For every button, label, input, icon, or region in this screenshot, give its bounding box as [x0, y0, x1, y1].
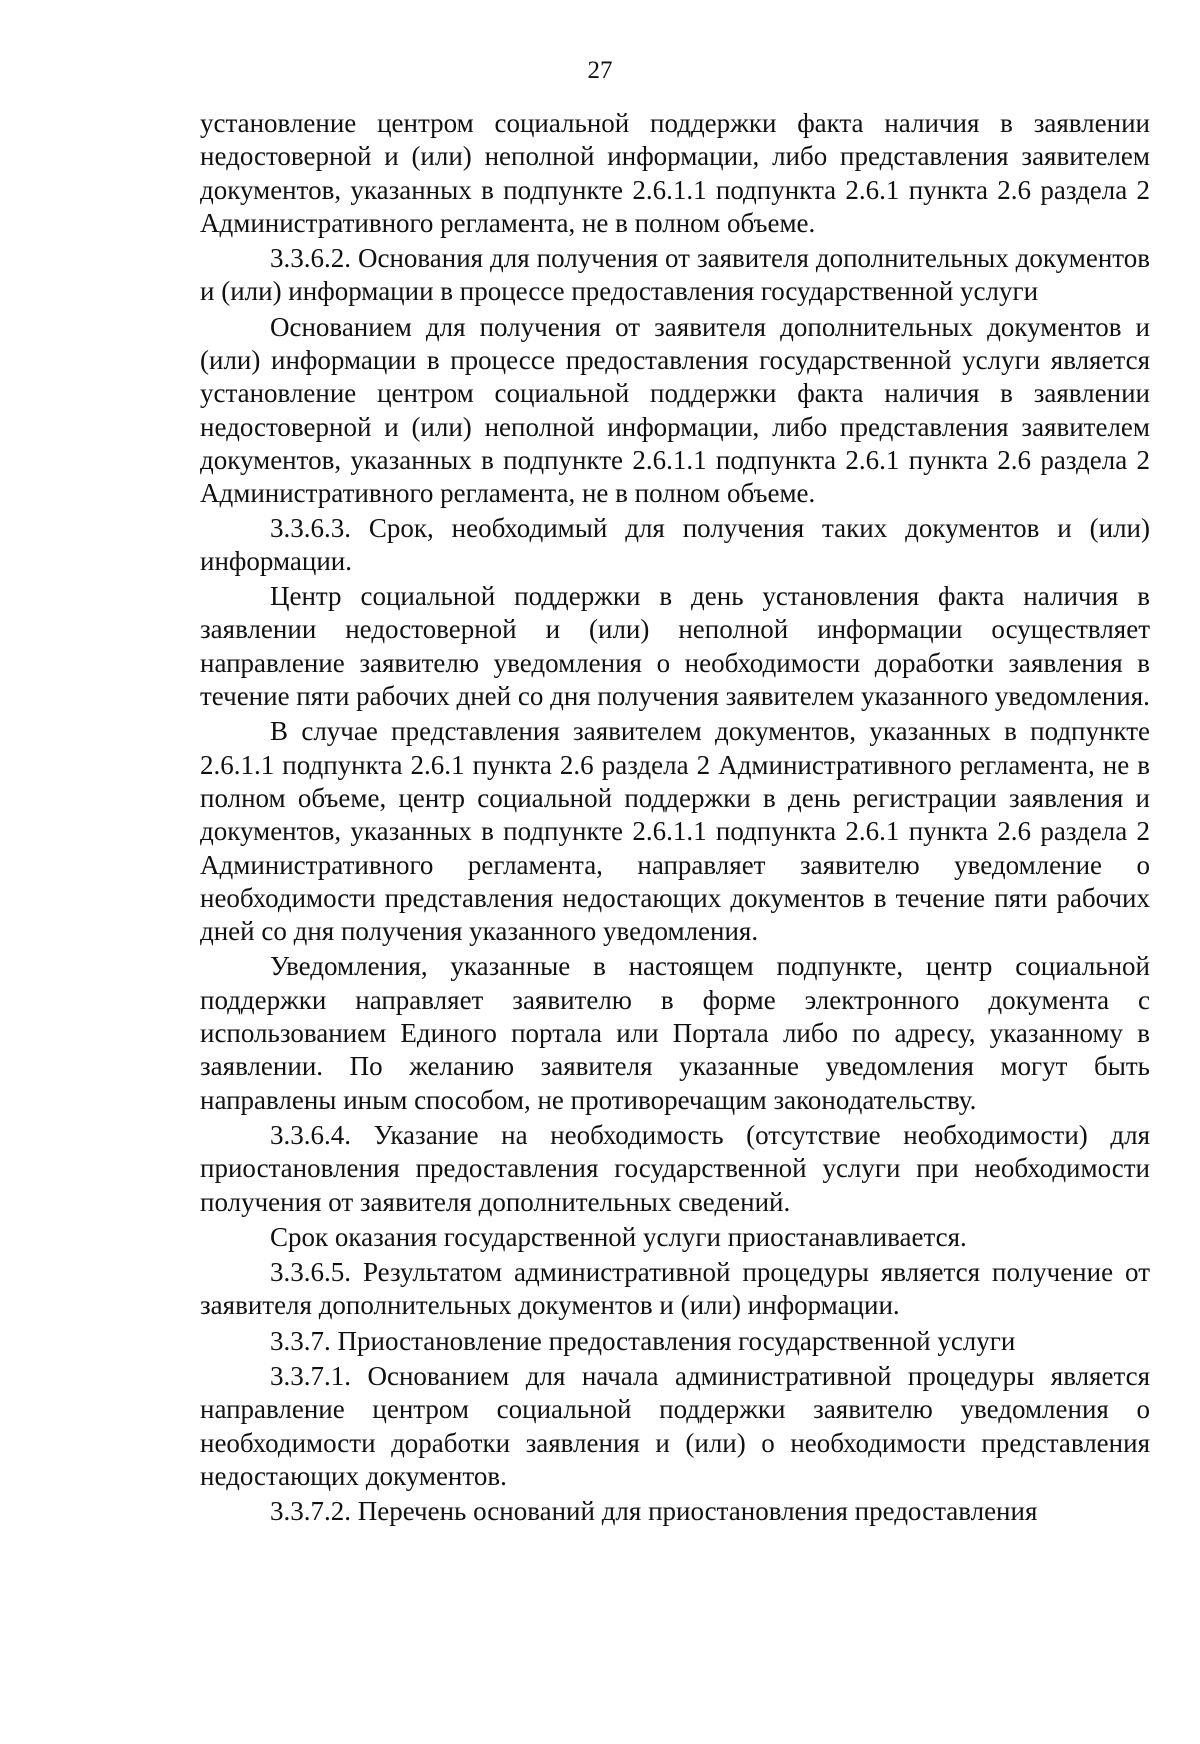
- paragraph-3-3-7-1-grounds: 3.3.7.1. Основанием для начала административной процедуры является направление центром социальной поддержки заявителю уведомления о необходимости доработки заявления и (или) о необходимости представления недостающих документов.: [200, 1360, 1150, 1491]
- paragraph-3-3-6-2-heading: 3.3.6.2. Основания для получения от заявителя дополнительных документов и (или) информации в процессе предоставления государственной услуги: [200, 243, 1150, 307]
- paragraph-grounds-description: Основанием для получения от заявителя дополнительных документов и (или) информации в процессе предоставления государственной услуги является установление центром социальной поддержки факта наличия в заявлении недостоверной и (или) неполной информации, либо представления заявителем документов, указанных в подпункте 2.6.1.1 подпункта 2.6.1 пункта 2.6 раздела 2 Административного регламента, не в полном объеме.: [200, 311, 1150, 509]
- paragraph-3-3-6-4-heading: 3.3.6.4. Указание на необходимость (отсутствие необходимости) для приостановления предоставления государственной услуги при необходимости получения от заявителя дополнительных сведений.: [200, 1119, 1150, 1217]
- paragraph-continuation: установление центром социальной поддержки факта наличия в заявлении недостоверной и (или) неполной информации, либо представления заявителем документов, указанных в подпункте 2.6.1.1 подпункта 2.6.1 пункта 2.6 раздела 2 Административного регламента, не в полном объеме.: [200, 108, 1150, 238]
- paragraph-3-3-7-2-list: 3.3.7.2. Перечень оснований для приостановления предоставления: [270, 1496, 1038, 1527]
- paragraph-notification-delivery: Уведомления, указанные в настоящем подпункте, центр социальной поддержки направляет заявителю в форме электронного документа с использованием Единого портала или Портала либо по адресу, указанному в заявлении. По желанию заявителя указанные уведомления могут быть направлены иным способом, не противоречащим законодательству.: [200, 951, 1150, 1115]
- paragraph-incomplete-documents: В случае представления заявителем документов, указанных в подпункте 2.6.1.1 подпункта 2.6.1 пункта 2.6 раздела 2 Административного регламента, не в полном объеме, центр социальной поддержки в день регистрации заявления и документов, указанных в подпункте 2.6.1.1 подпункта 2.6.1 пункта 2.6 раздела 2 Административного регламента, направляет заявителю уведомление о необходимости представления недостающих документов в течение пяти рабочих дней со дня получения указанного уведомления.: [200, 716, 1150, 947]
- paragraph-3-3-6-5-result: 3.3.6.5. Результатом административной процедуры является получение от заявителя дополнительных документов и (или) информации.: [200, 1257, 1150, 1321]
- page-number: 27: [587, 57, 613, 84]
- paragraph-3-3-7-heading: 3.3.7. Приостановление предоставления государственной услуги: [270, 1325, 1016, 1356]
- paragraph-3-3-6-3-heading: 3.3.6.3. Срок, необходимый для получения таких документов и (или) информации.: [200, 512, 1150, 576]
- paragraph-suspension-term: Срок оказания государственной услуги приостанавливается.: [270, 1221, 967, 1252]
- document-body: [200, 107, 1150, 1528]
- paragraph-center-notification: Центр социальной поддержки в день установления факта наличия в заявлении недостоверной и (или) неполной информации осуществляет направление заявителю уведомления о необходимости доработки заявления в течение пяти рабочих дней со дня получения заявителем указанного уведомления.: [200, 581, 1150, 712]
